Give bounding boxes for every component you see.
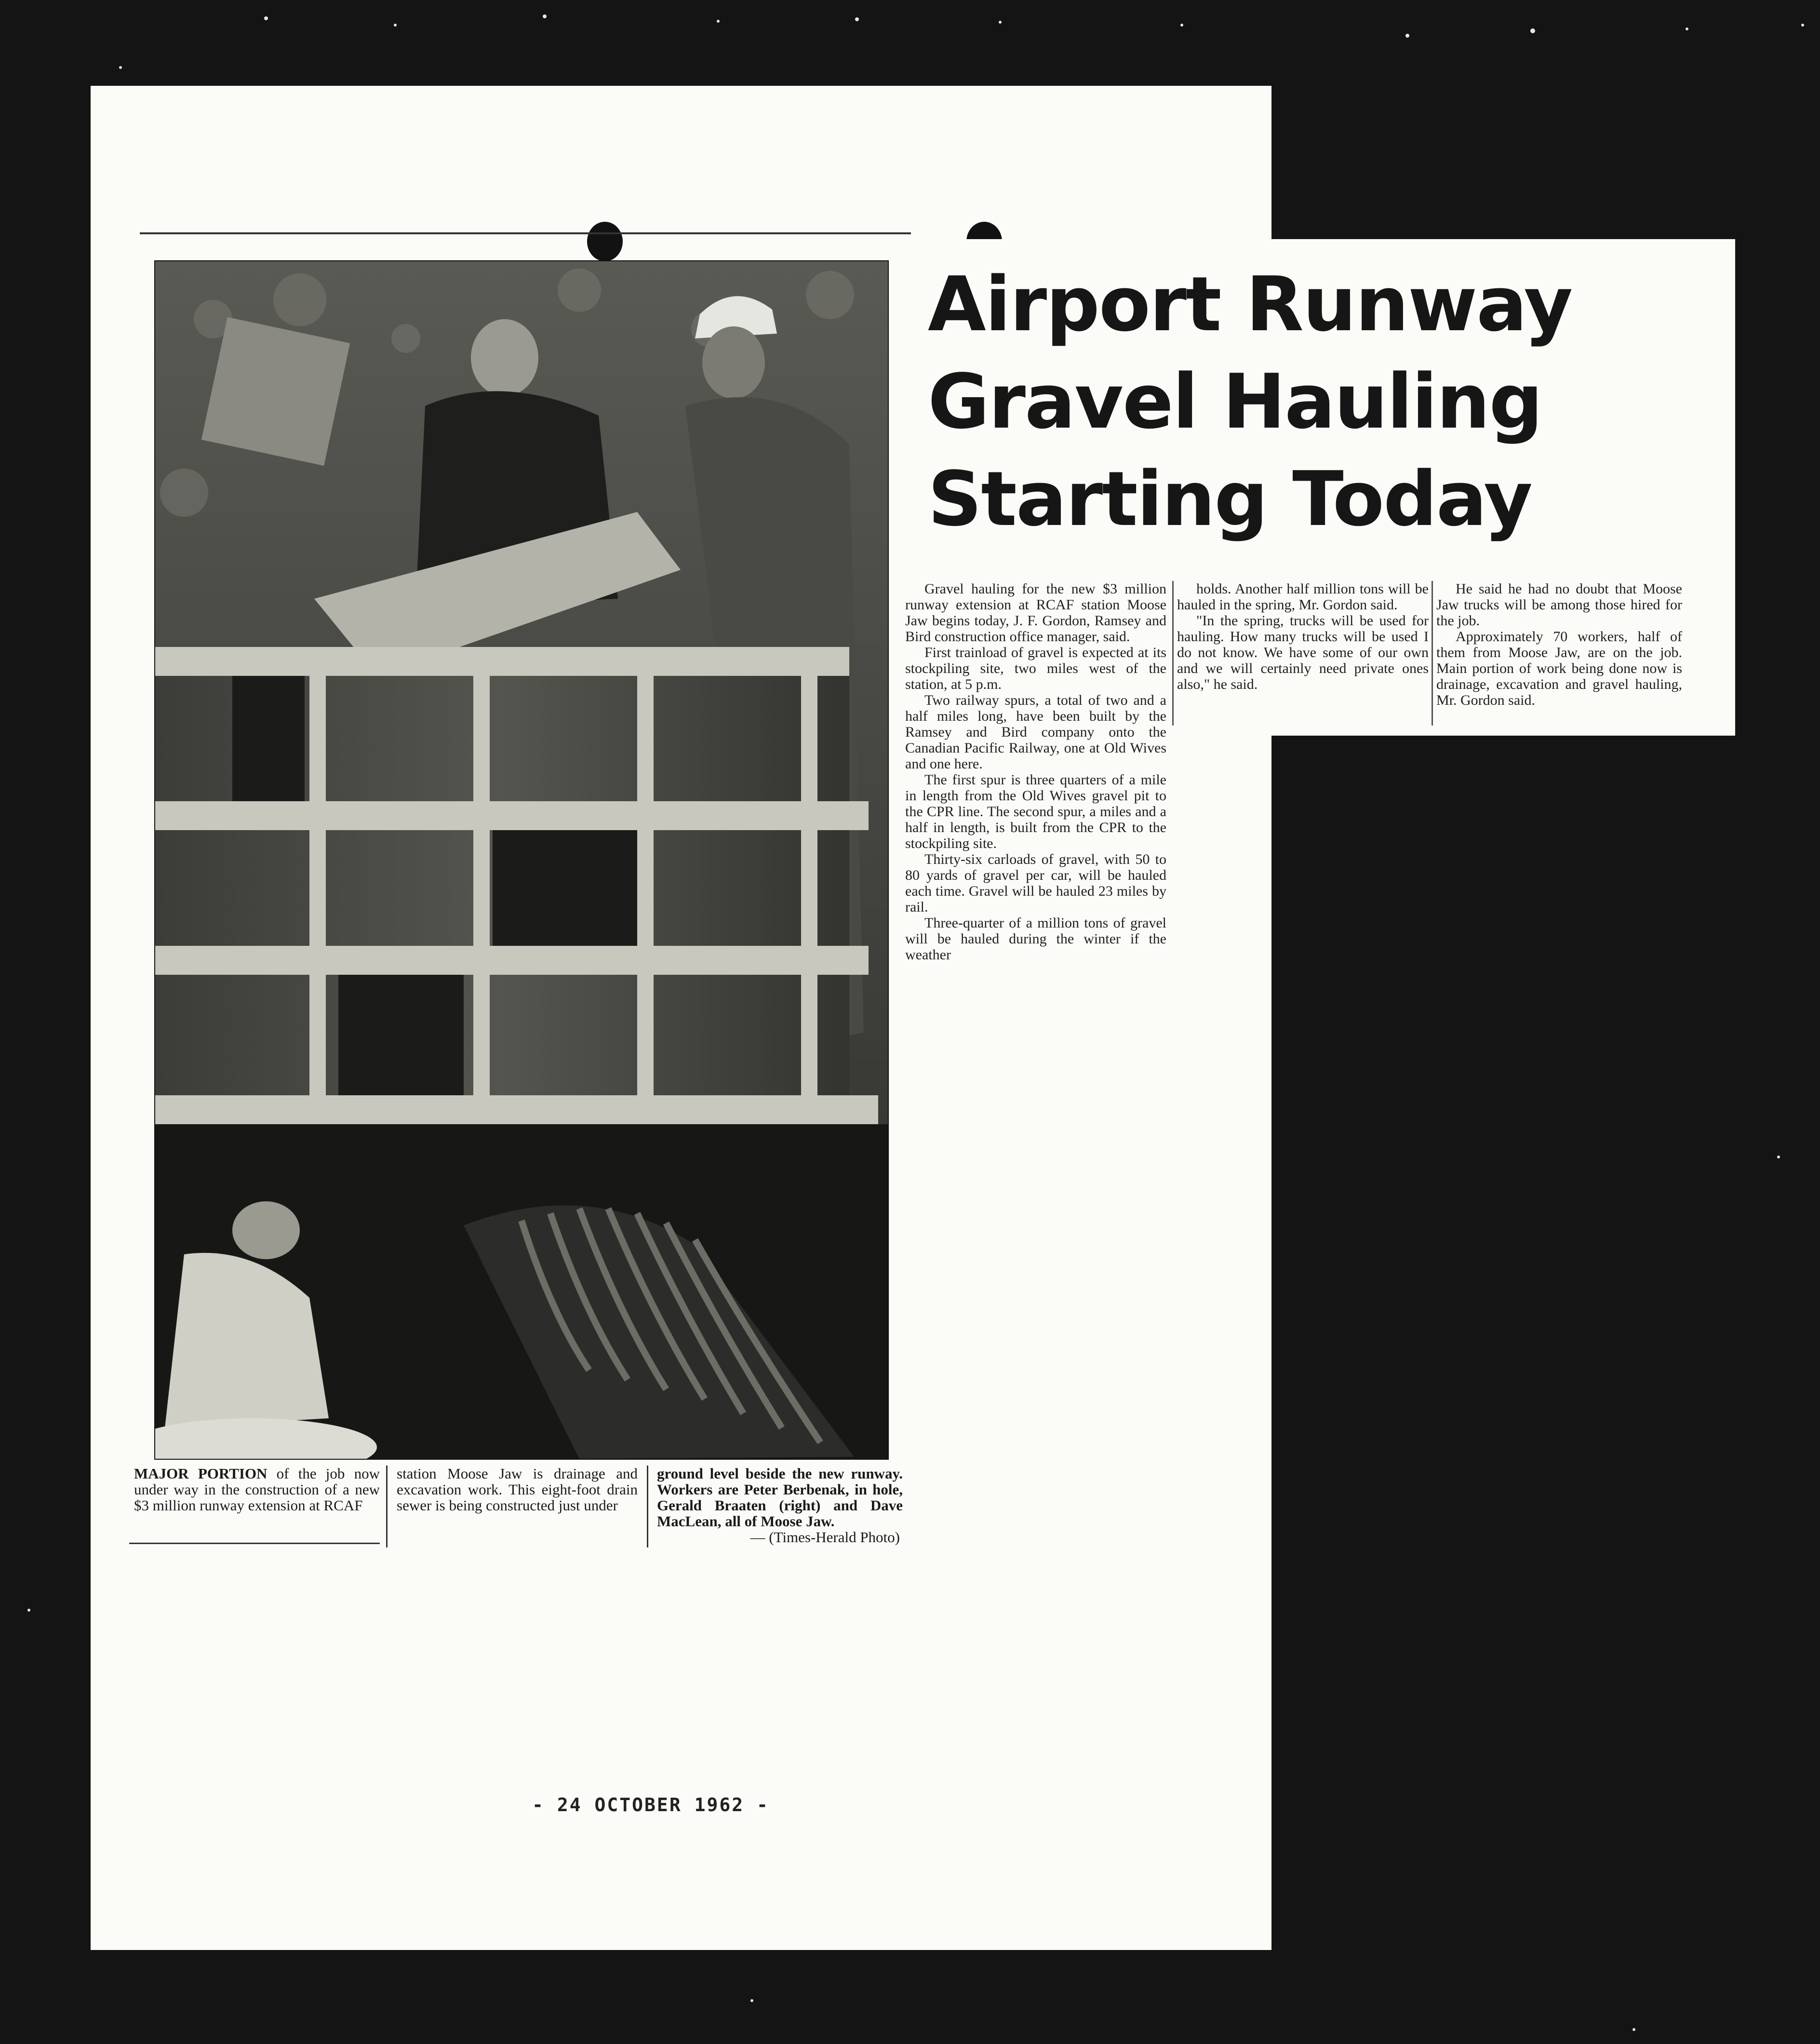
caption-column-3: [657, 1466, 903, 1545]
article-paragraph: "In the spring, trucks will be used for hauling. How many trucks will be used I do not know. We have some of our own and we will certainly need private ones also," he said.: [1177, 613, 1429, 692]
photo-credit: — (Times-Herald Photo): [750, 1529, 900, 1546]
caption-rule: [129, 1543, 380, 1544]
article-column-3: [1436, 581, 1682, 708]
article-paragraph: First trainload of gravel is expected at its stockpiling site, two miles west of the station, at 5 p.m.: [905, 645, 1166, 692]
caption-divider: [386, 1466, 388, 1547]
top-rule: [140, 232, 911, 234]
column-divider: [1432, 581, 1433, 726]
article-paragraph: Thirty-six carloads of gravel, with 50 to 80 yards of gravel per car, will be hauled each time. Gravel will be hauled 23 miles by rail.: [905, 851, 1166, 915]
photo-caption: [129, 1466, 905, 1576]
column-divider: [1172, 581, 1174, 726]
caption-column-2: station Moose Jaw is drainage and excavation work. This eight-foot drain sewer is being constructed just under: [397, 1465, 638, 1514]
article-paragraph: Two railway spurs, a total of two and a half miles long, have been built by the Ramsey and Bird company onto the Canadian Pacific Railway, one at Old Wives and one here.: [905, 692, 1166, 772]
punch-hole-left: [587, 222, 623, 261]
article-column-1: [905, 581, 1166, 963]
headline: [928, 256, 1699, 548]
clipping-date: - 24 OCTOBER 1962 -: [532, 1794, 769, 1815]
caption-column-1: [134, 1466, 380, 1513]
article-paragraph: Three-quarter of a million tons of gravel will be hauled during the winter if the weather: [905, 915, 1166, 963]
caption-col1-text: of the job now under way in the construction of a new $3 million runway extension at RCAF: [134, 1465, 380, 1514]
article-paragraph: Approximately 70 workers, half of them from Moose Jaw, are on the job. Main portion of work being done now is drainage, excavation and gravel hauling, Mr. Gordon said.: [1436, 629, 1682, 708]
article-paragraph: holds. Another half million tons will be hauled in the spring, Mr. Gordon said.: [1177, 581, 1429, 613]
caption-lead: MAJOR PORTION: [134, 1465, 268, 1482]
caption-divider: [647, 1466, 648, 1547]
article-paragraph: The first spur is three quarters of a mile in length from the Old Wives gravel pit to the CPR line. The second spur, a miles and a half in length, is built from the CPR to the stockpiling site.: [905, 772, 1166, 851]
article-column-2: [1177, 581, 1429, 692]
article-paragraph: He said he had no doubt that Moose Jaw trucks will be among those hired for the job.: [1436, 581, 1682, 629]
headline-line-1: Airport Runway: [928, 260, 1572, 348]
photo-illustration: [155, 261, 888, 1459]
article-paragraph: Gravel hauling for the new $3 million runway extension at RCAF station Moose Jaw begins today, J. F. Gordon, Ramsey and Bird construction office manager, said.: [905, 581, 1166, 645]
headline-line-3: Starting Today: [928, 455, 1532, 543]
construction-workers-photo: [154, 260, 889, 1460]
headline-line-2: Gravel Hauling: [928, 358, 1542, 445]
caption-col3-text: ground level beside the new runway. Workers are Peter Berbenak, in hole, Gerald Braaten (right) and Dave MacLean, all of Moose Jaw.: [657, 1465, 903, 1530]
